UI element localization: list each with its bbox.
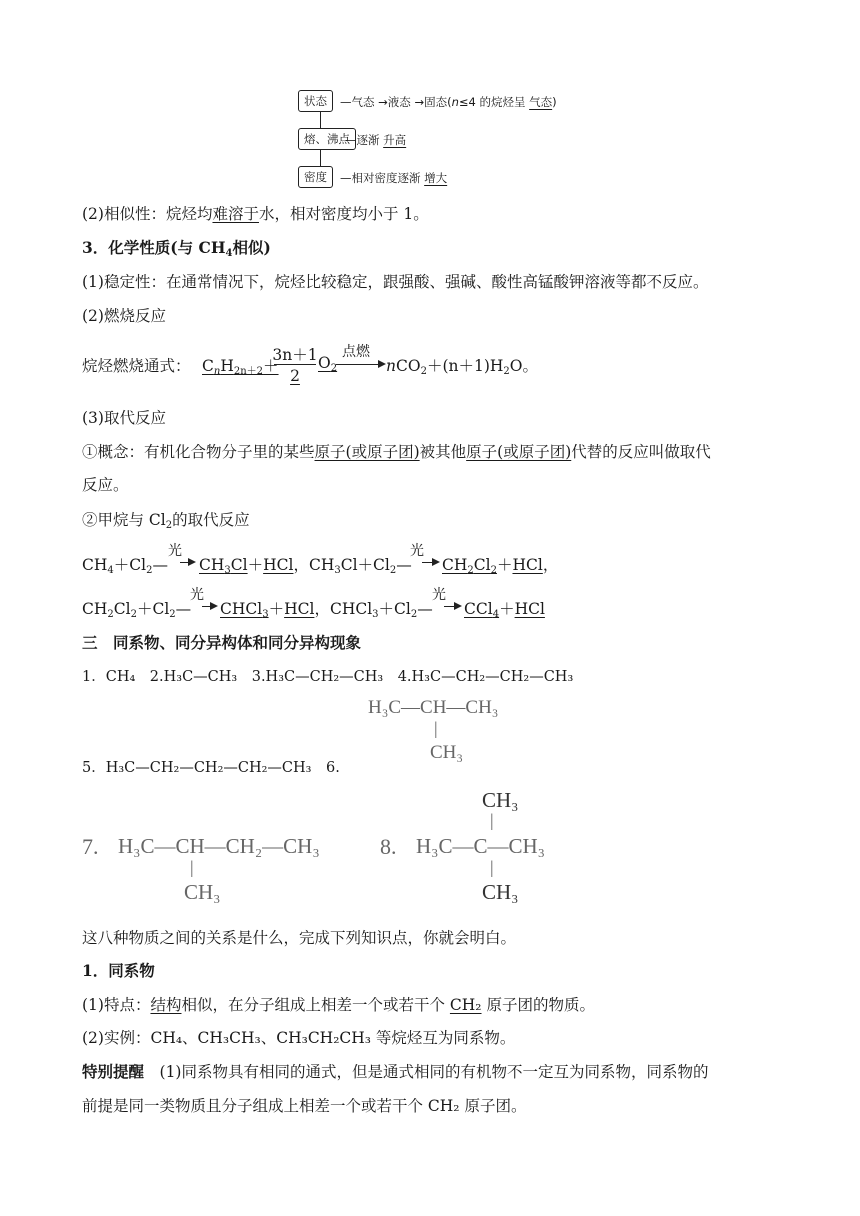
ch2cl2-r: CH <box>82 600 108 618</box>
eq1-reactants-a <box>82 553 168 576</box>
concept-line-2: 反应。 <box>82 476 129 494</box>
comma: ， <box>314 600 330 618</box>
concept-answer-1: 原子(或原子团) <box>314 443 420 461</box>
ccl4: CCl$_4$ <box>464 600 500 620</box>
cl2-r-sub: 2 <box>389 565 397 576</box>
fraction-numerator: 3n＋1 <box>272 346 318 364</box>
struct8-number: 8. <box>380 834 397 859</box>
struct8-bottom: CH₃ <box>482 880 519 904</box>
combustion-products <box>386 354 538 377</box>
density-line <box>340 170 447 186</box>
arrow-head-1 <box>188 558 196 566</box>
feature-text: 相似，在分子组成上相差一个或若干个 <box>181 996 450 1014</box>
struct8-bond-bottom: | <box>490 857 494 877</box>
tip-paragraph-1 <box>82 1060 708 1082</box>
struct7-bond: | <box>190 857 194 877</box>
end-mark: 。 <box>522 357 539 375</box>
feature-text-end: 原子团的物质。 <box>481 996 595 1014</box>
comma-2: ， <box>542 556 559 574</box>
feature-answer-1: 结构 <box>150 996 182 1014</box>
flow-connector-2 <box>320 150 321 166</box>
eq1-products-a <box>199 553 412 576</box>
plus: ＋ <box>268 600 285 618</box>
arrow-head-4 <box>454 602 462 610</box>
cl2-r: ＋Cl <box>378 600 411 618</box>
combustion-heading: (2)燃烧反应 <box>82 307 166 325</box>
struct6-branch: CH₃ <box>430 742 464 763</box>
n-sub: n <box>213 366 221 377</box>
reaction-arrow-head <box>378 360 386 368</box>
dash-2: — <box>417 600 433 618</box>
plus: ＋ <box>247 556 264 574</box>
h-sub: 2n＋2 <box>233 366 264 377</box>
example-paragraph: (2)实例：CH₄、CH₃CH₃、CH₃CH₂CH₃ 等烷烃互为同系物。 <box>82 1029 516 1047</box>
o-sub: 2 <box>330 363 338 374</box>
cl2-r: Cl＋Cl <box>340 556 390 574</box>
state-line <box>340 94 557 110</box>
density-answer: 增大 <box>424 171 448 185</box>
light-condition-1: 光 <box>168 543 182 559</box>
light-condition-3: 光 <box>190 587 204 603</box>
methane-sub: 2 <box>165 520 173 531</box>
bp-answer: 升高 <box>383 133 407 147</box>
dash-2: — <box>396 556 412 574</box>
fraction-denominator: 2 <box>290 367 300 385</box>
flow-connector-1 <box>320 112 321 128</box>
tip-label: 特别提醒 <box>82 1062 145 1081</box>
concept-line-1 <box>82 440 711 462</box>
o-symbol: O <box>318 354 331 372</box>
concept-answer-2: 原子(或原子团) <box>466 443 572 461</box>
co2-sub: 2 <box>420 366 427 377</box>
ch3cl-r-sub: 3 <box>334 565 341 576</box>
feature-paragraph <box>82 993 595 1015</box>
ignition-condition: 点燃 <box>342 344 370 360</box>
h2o-o: O <box>509 357 523 375</box>
density-text: —相对密度逐渐 <box>340 171 421 185</box>
arrow-head-3 <box>210 602 218 610</box>
light-condition-2: 光 <box>410 543 424 559</box>
hcl-2: HCl <box>512 556 543 574</box>
h2o-sub: 2 <box>503 366 510 377</box>
compound-list-1-4: 1．CH₄ 2.H₃C—CH₃ 3.H₃C—CH₂—CH₃ 4.H₃C—CH₂—CH₂—CH₃ <box>82 669 574 685</box>
alkane-formula <box>202 354 279 377</box>
state-cond: ≤4 的烷烃呈 <box>458 95 526 109</box>
cl-part: Cl <box>113 600 131 618</box>
methane-text-end: 的取代反应 <box>172 511 250 529</box>
similarity-paragraph <box>82 202 429 224</box>
cl2-sub: 2 <box>146 565 153 576</box>
state-close: ) <box>552 95 557 109</box>
heading-sub: 4 <box>225 248 233 259</box>
state-gas: —气态 <box>340 95 375 109</box>
light-condition-4: 光 <box>432 587 446 603</box>
combustion-label: 烷烃燃烧通式： <box>82 357 191 375</box>
dash: — <box>175 600 192 618</box>
h-symbol: H <box>220 357 234 375</box>
boiling-point-line <box>345 132 406 148</box>
substitution-heading: (3)取代反应 <box>82 409 166 427</box>
ch2cl2: $CH_2Cl_2$ <box>442 556 497 576</box>
state-box: 状态 <box>298 90 333 112</box>
feature-label: (1)特点： <box>82 996 151 1014</box>
ch3cl: $CH_3Cl$ <box>199 556 248 576</box>
boiling-point-box: 熔、沸点 <box>298 128 356 150</box>
chcl3-r: CHCl <box>329 600 373 618</box>
reaction-arrow-line <box>336 364 380 365</box>
struct6-main: H₃C—CH—CH₃ <box>368 697 499 718</box>
struct8-bond-top: | <box>490 810 494 830</box>
eq2-reactants-a: $CH_2Cl_2+Cl_2—$ <box>82 600 192 620</box>
chemical-properties-heading <box>82 236 271 259</box>
plus-2: ＋ <box>496 556 513 574</box>
plus-sign: ＋ <box>263 357 279 375</box>
similarity-text: (2)相似性：烷烃均 <box>82 205 213 223</box>
fraction-bar <box>274 364 316 365</box>
ch4-sub: 4 <box>107 565 114 576</box>
cl2: ＋Cl <box>113 556 147 574</box>
dash: — <box>152 556 168 574</box>
struct7-branch: CH₃ <box>184 880 221 904</box>
struct6-bond: | <box>434 718 438 738</box>
hcl-2: HCl <box>514 600 545 618</box>
heading-text: 3．化学性质(与 CH <box>82 238 226 257</box>
prod-n: n <box>386 357 396 375</box>
comma: ， <box>293 556 309 574</box>
feature-answer-2: CH₂ <box>449 996 482 1014</box>
tip-text: (1)同系物具有相同的通式，但是通式相同的有机物不一定互为同系物，同系物的 <box>144 1063 709 1081</box>
ch4: CH <box>82 556 108 574</box>
state-answer: 气态 <box>529 95 553 109</box>
arrow-head-2 <box>432 558 440 566</box>
ch3cl-r: CH <box>308 556 335 574</box>
h2o: ＋(n＋1)H <box>426 357 504 375</box>
compound-list-5-6: 5．H₃C—CH₂—CH₂—CH₂—CH₃ 6. <box>82 760 340 776</box>
homolog-heading: 1．同系物 <box>82 961 155 980</box>
concept-text-3: 代替的反应叫做取代 <box>571 443 711 461</box>
plus-2: ＋ <box>499 600 515 618</box>
oxygen-formula <box>318 354 337 374</box>
hcl: HCl <box>284 600 315 618</box>
bp-text: —逐渐 <box>345 133 380 147</box>
hcl: HCl <box>263 556 294 574</box>
methane-text: ②甲烷与 Cl <box>82 511 166 529</box>
cl2: ＋Cl <box>136 600 170 618</box>
struct8-top: CH₃ <box>482 788 519 812</box>
similarity-answer: 难溶于 <box>212 205 259 223</box>
state-liquid: →液态 <box>378 95 411 109</box>
struct8-main: H₃C—C—CH₃ <box>416 834 545 858</box>
c-symbol: C <box>202 357 214 375</box>
heading-text-end: 相似) <box>232 238 271 257</box>
eq2-products-b <box>464 597 545 620</box>
question-paragraph: 这八种物质之间的关系是什么，完成下列知识点，你就会明白。 <box>82 929 517 947</box>
eq1-products-b <box>442 553 558 576</box>
state-n: n <box>451 95 459 109</box>
struct7-main: H₃C—CH—CH₂—CH₃ <box>118 834 320 858</box>
concept-text-2: 被其他 <box>419 443 467 461</box>
state-solid: →固态( <box>414 95 452 109</box>
eq2-products-a: CHCl$_3$＋HCl，$CHCl_3+Cl_2—$ <box>220 600 433 620</box>
struct7-number: 7. <box>82 834 99 859</box>
section-three-heading: 三 同系物、同分异构体和同分异构现象 <box>82 633 362 652</box>
methane-heading <box>82 508 250 531</box>
chcl3: CHCl$_3$ <box>220 600 269 620</box>
co2: CO <box>395 357 421 375</box>
density-box: 密度 <box>298 166 333 188</box>
tip-paragraph-2: 前提是同一类物质且分子组成上相差一个或若干个 CH₂ 原子团。 <box>82 1097 527 1115</box>
concept-text: ①概念：有机化合物分子里的某些 <box>82 443 315 461</box>
stability-paragraph: (1)稳定性：在通常情况下，烷烃比较稳定，跟强酸、强碱、酸性高锰酸钾溶液等都不反应。 <box>82 273 709 291</box>
similarity-text-end: 水，相对密度均小于 1。 <box>258 205 429 223</box>
